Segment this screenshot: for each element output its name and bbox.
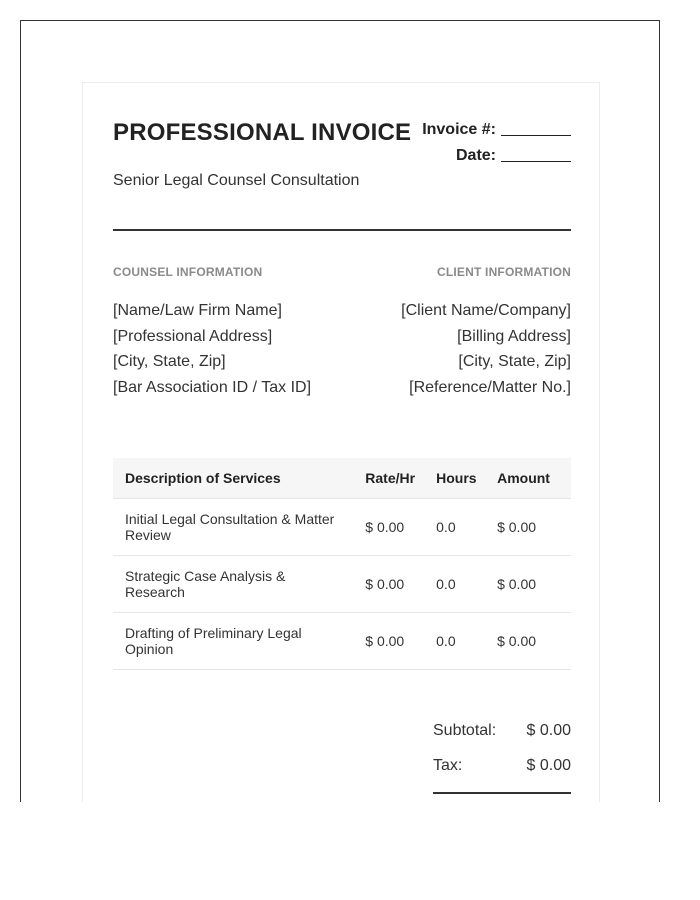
service-rate: $ 0.00 (365, 556, 436, 613)
service-rate: $ 0.00 (365, 613, 436, 670)
column-header-amount: Amount (497, 458, 571, 499)
counsel-address-block (113, 298, 311, 401)
service-description-cell (113, 499, 365, 556)
counsel-info-heading: COUNSEL INFORMATION (113, 265, 263, 279)
counsel-name: [Name/Law Firm Name] (113, 302, 282, 319)
counsel-address: [Professional Address] (113, 327, 273, 345)
invoice-meta (422, 117, 571, 169)
service-amount: $ 0.00 (497, 613, 571, 670)
column-header-description: Description of Services (113, 458, 365, 499)
client-city-state-zip: [City, State, Zip] (458, 353, 571, 371)
client-reference-number: [Reference/Matter No.] (409, 379, 571, 397)
service-description: Drafting of Preliminary Legal Opinion (125, 625, 302, 657)
service-hours: 0.0 (436, 499, 497, 556)
service-rate: $ 0.00 (365, 499, 436, 556)
table-row (113, 613, 571, 670)
invoice-number-blank (501, 119, 571, 136)
totals-divider (433, 792, 571, 794)
service-amount: $ 0.00 (497, 556, 571, 613)
subtotal-row (433, 713, 571, 748)
table-row (113, 556, 571, 613)
service-description: Initial Legal Consultation & Matter Review (125, 511, 335, 543)
tax-value: $ 0.00 (526, 757, 571, 774)
service-description-cell (113, 556, 365, 613)
tax-label: Tax: (433, 757, 463, 774)
service-hours: 0.0 (436, 613, 497, 670)
table-row (113, 499, 571, 556)
tax-row (433, 748, 571, 783)
subtotal-label: Subtotal: (433, 722, 497, 739)
counsel-bar-tax-id: [Bar Association ID / Tax ID] (113, 379, 312, 397)
service-hours: 0.0 (436, 556, 497, 613)
table-header-row (113, 458, 571, 499)
client-billing-address: [Billing Address] (457, 327, 571, 345)
invoice-number-row (422, 117, 571, 143)
header-divider (113, 229, 571, 231)
invoice-number-label: Invoice #: (422, 121, 496, 138)
column-header-hours: Hours (436, 458, 497, 499)
totals-block (433, 713, 571, 783)
column-header-rate: Rate/Hr (365, 458, 436, 499)
document-page (20, 20, 660, 802)
service-description: Strategic Case Analysis & Research (125, 568, 286, 600)
invoice-date-row (422, 143, 571, 169)
client-info-heading: CLIENT INFORMATION (436, 265, 571, 279)
invoice-date-blank (501, 145, 571, 162)
service-amount: $ 0.00 (497, 499, 571, 556)
services-table (113, 458, 571, 670)
counsel-city-state-zip: [City, State, Zip] (113, 353, 226, 371)
client-name: [Client Name/Company] (401, 302, 571, 319)
subtotal-value: $ 0.00 (526, 722, 571, 739)
invoice-sheet (82, 82, 600, 802)
invoice-subtitle: Senior Legal Counsel Consultation (113, 172, 360, 189)
service-description-cell (113, 613, 365, 670)
invoice-date-label: Date: (455, 147, 496, 164)
invoice-title: PROFESSIONAL INVOICE (113, 119, 412, 146)
client-address-block (401, 298, 571, 401)
